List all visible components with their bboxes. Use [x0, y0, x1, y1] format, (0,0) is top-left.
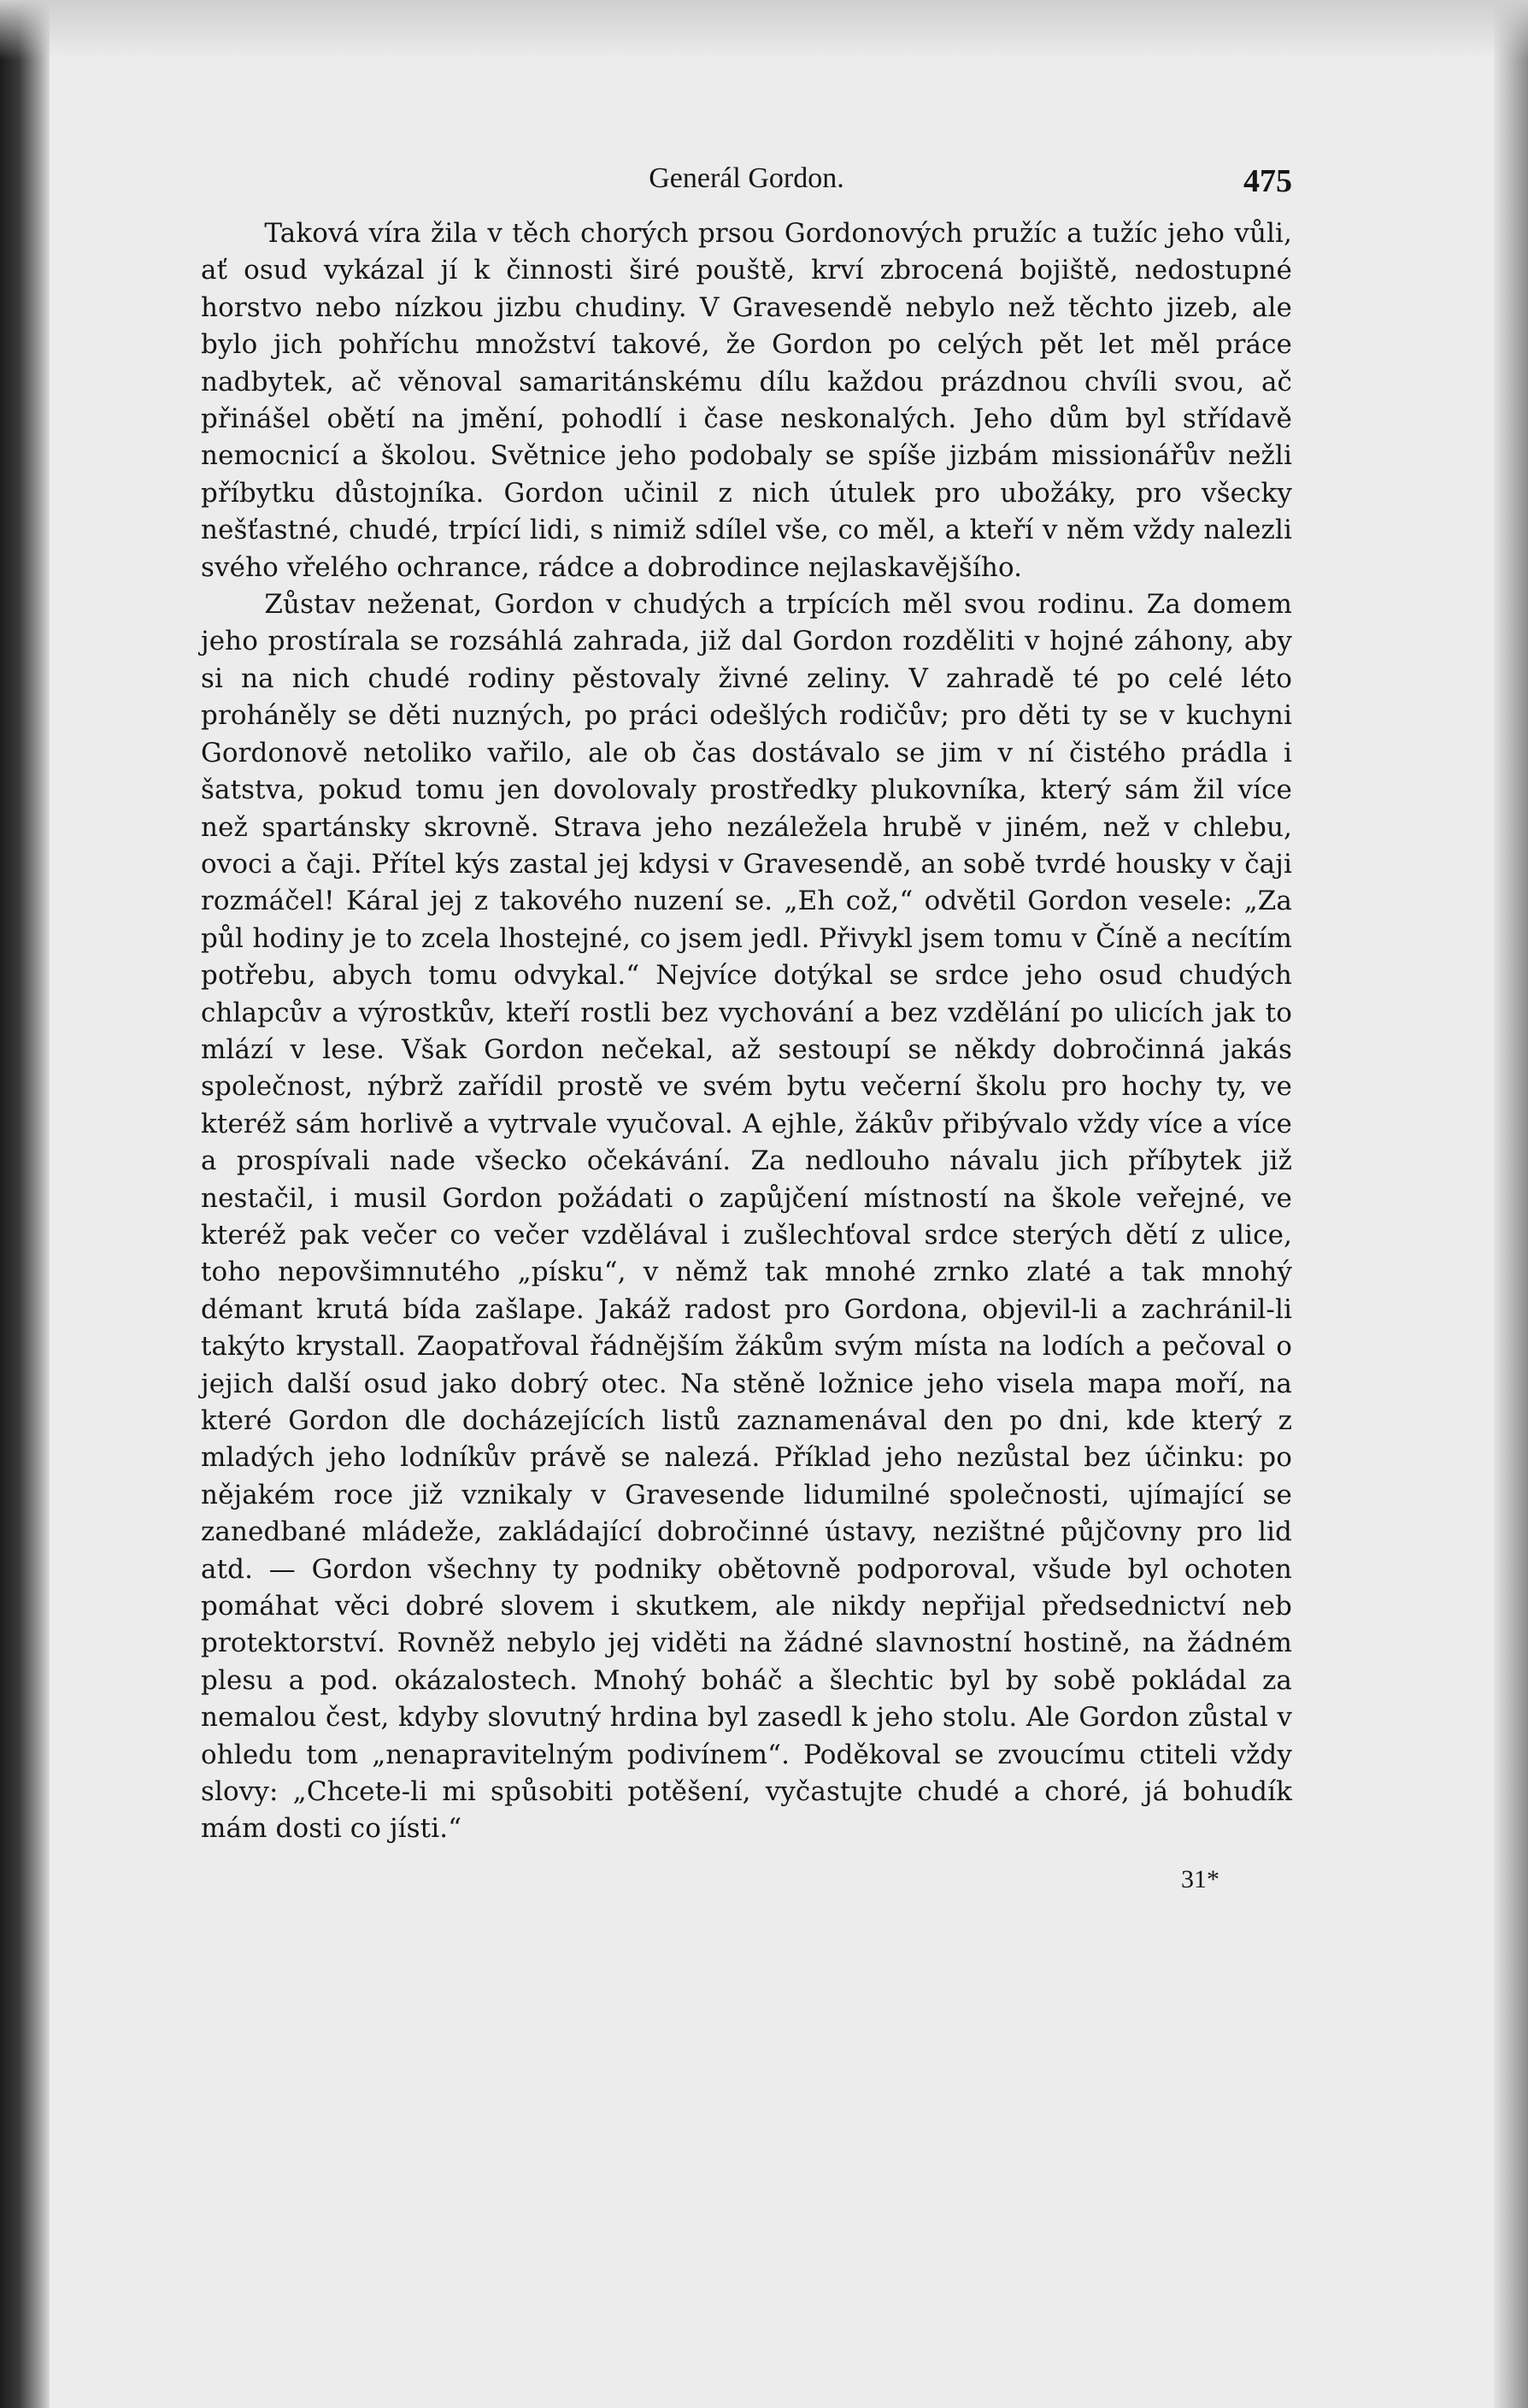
paragraph: Zůstav neženat, Gordon v chudých a trpících měl svou rodinu. Za domem jeho prostírala se rozsáhlá zahrada, již dal Gordon rozděliti v hojné záhony, aby si na nich chudé rodiny pěstovaly živné zeliny. V zahradě té po celé léto proháněly se děti nuzných, po práci odešlých rodičův; pro děti ty se v kuchyni Gordonově netoliko vařilo, ale ob čas dostávalo se jim v ní čistého prádla i šatstva, pokud tomu jen dovolovaly prostředky plukovníka, který sám žil více než spartánsky skrovně. Strava jeho nezáležela hrubě v jiném, než v chlebu, ovoci a čaji. Přítel kýs zastal jej kdysi v Gravesendě, an sobě tvrdé housky v čaji rozmáčel! Káral jej z takového nuzení se. „Eh což,“ odvětil Gordon vesele: „Za půl hodiny je to zcela lhostejné, co jsem jedl. Přivykl jsem tomu v Číně a necítím potřebu, abych tomu odvykal.“ Nejvíce dotýkal se srdce jeho osud chudých chlapcův a výrostkův, kteří rostli bez vychování a bez vzdělání po ulicích jak to mlází v lese. Však Gordon nečekal, až sestoupí se někdy dobročinná jakás společnost, nýbrž zařídil prostě ve svém bytu večerní školu pro hochy ty, ve kteréž sám horlivě a vytrvale vyučoval. A ejhle, žákův přibývalo vždy více a více a prospívali nade všecko očekávání. Za nedlouho návalu jich příbytek již nestačil, i musil Gordon požádati o zapůjčení místností na škole veřejné, ve kteréž pak večer co večer vzdělával i zušlechťoval srdce sterých dětí z ulice, toho nepovšimnutého „písku“, v němž tak mnohé zrnko zlaté a tak mnohý démant krutá bída zašlape. Jakáž radost pro Gordona, objevil-li a zachránil-li takýto krystall. Zaopatřoval řádnějším žákům svým místa na lodích a pečoval o jejich další osud jako dobrý otec. Na stěně ložnice jeho visela mapa moří, na které Gordon dle docházejících listů zaznamenával den po dni, kde který z mladých jeho lodníkův právě se nalezá. Příklad jeho nezůstal bez účinku: po nějakém roce již vznikaly v Gravesende lidumilné společnosti, ujímající se zanedbané mládeže, zakládající dobročinné ústavy, nezištné půjčovny pro lid atd. — Gordon všechny ty podniky obětovně podporoval, všude byl ochoten pomáhat věci dobré slovem i skutkem, ale nikdy nepřijal předsednictví neb protektorství. Rovněž nebylo jej viděti na žádné slavnostní hostině, na žádném plesu a pod. okázalostech. Mnohý boháč a šlechtic byl by sobě pokládal za nemalou čest, kdyby slovutný hrdina byl zasedl k jeho stolu. Ale Gordon zůstal v ohledu tom „nenapravitelným podivínem“. Poděkoval se zvoucímu ctiteli vždy slovy: „Chcete-li mi spůsobiti potěšení, vyčastujte chudé a choré, já bohudík mám dosti co jísti.“: [201, 589, 1292, 1845]
binding-shadow: [0, 0, 50, 2408]
page-header: [201, 162, 1292, 215]
edge-shadow: [1494, 0, 1528, 2408]
paragraph: Taková víra žila v těch chorých prsou Gordonových pružíc a tužíc jeho vůli, ať osud vykázal jí k činnosti širé pouště, krví zbrocená bojiště, nedostupné horstvo nebo nízkou jizbu chudiny. V Gravesendě nebylo než těchto jizeb, ale bylo jich pohříchu množství takové, že Gordon po celých pět let měl práce nadbytek, ač věnoval samaritánskému dílu každou prázdnou chvíli svou, ač přinášel obětí na jmění, pohodlí i čase neskonalých. Jeho dům byl střídavě nemocnicí a školou. Světnice jeho podobaly se spíše jizbám missionářův nežli příbytku důstojníka. Gordon učinil z nich útulek pro ubožáky, pro všecky nešťastné, chudé, trpící lidi, s nimiž sdílel vše, co měl, a kteří v něm vždy nalezli svého vřelého ochrance, rádce a dobrodince nejlaskavějšího.: [201, 218, 1292, 583]
signature-mark: 31*: [1181, 1864, 1219, 1893]
page-content: [201, 162, 1292, 1894]
page-number: 475: [1243, 163, 1292, 199]
body-text: [201, 215, 1292, 1848]
top-edge-shading: [0, 0, 1528, 60]
running-title: Generál Gordon.: [649, 162, 844, 194]
